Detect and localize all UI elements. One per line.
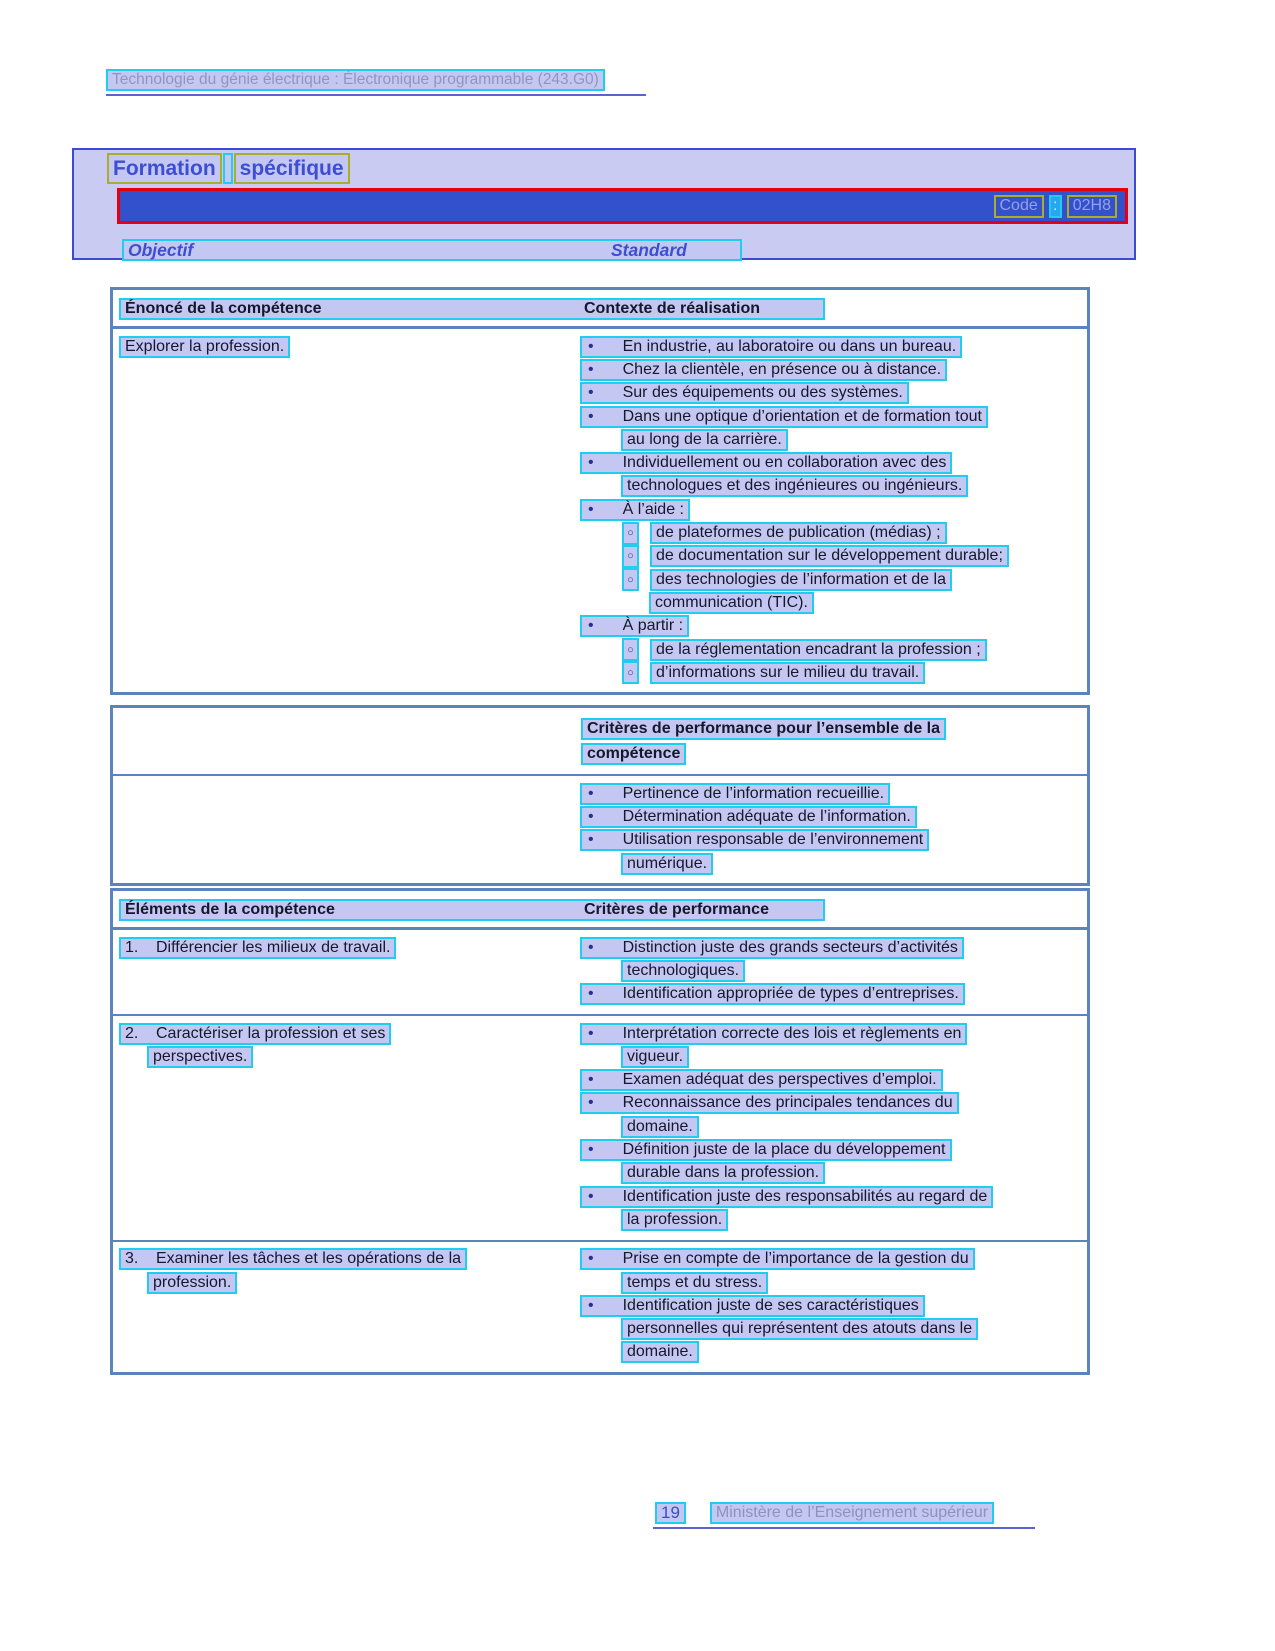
list-item-text: technologues et des ingénieures ou ingénieurs.	[627, 477, 963, 495]
list-item-text: durable dans la profession.	[627, 1164, 820, 1182]
list-item-wrap	[580, 852, 1083, 875]
list-item-wrap	[580, 1045, 1083, 1068]
element-text-wrap	[119, 1045, 568, 1068]
circle-bullet-icon	[622, 522, 639, 545]
list-subitem	[580, 568, 1083, 591]
bullet-icon	[586, 617, 623, 635]
header-rule	[106, 94, 646, 96]
list-item	[580, 1138, 1083, 1161]
criteres-cell	[578, 776, 1087, 883]
element-cell	[113, 1242, 578, 1372]
list-item-text: Chez la clientèle, en présence ou à distance.	[622, 360, 942, 378]
circle-bullet-icon	[622, 545, 639, 568]
bullet-icon	[586, 1071, 623, 1089]
item-number: 2.	[125, 1024, 139, 1042]
list-item-text: domaine.	[627, 1343, 693, 1361]
list-item-wrap	[580, 1162, 1083, 1185]
criteres-cell	[578, 1242, 1087, 1372]
element-text: Caractériser la profession et ses	[156, 1024, 386, 1042]
element-cell	[113, 930, 578, 1014]
list-item-text: Prise en compte de l’importance de la gestion du	[622, 1250, 969, 1268]
empty-header-cell	[119, 716, 581, 766]
table2-header-row	[113, 708, 1087, 776]
code-colon: :	[1049, 195, 1062, 218]
element-text: Différencier les milieux de travail.	[156, 938, 391, 956]
list-item-text: des technologies de l’information et de la	[656, 570, 946, 588]
list-item	[580, 382, 1083, 405]
list-item	[580, 405, 1083, 428]
bullet-icon	[586, 985, 623, 1003]
list-item	[580, 615, 1083, 638]
objectif-standard-row	[122, 239, 742, 261]
list-item	[580, 498, 1083, 521]
list-subitem	[580, 661, 1083, 684]
element-cell	[113, 1016, 578, 1240]
list-item-wrap	[580, 591, 1083, 614]
column-header: compétence	[581, 743, 686, 765]
list-item	[580, 451, 1083, 474]
bullet-icon	[586, 1094, 623, 1112]
list-item-wrap	[580, 475, 1083, 498]
list-item-text: de documentation sur le développement durable;	[656, 547, 1003, 565]
code-value: 02H8	[1067, 195, 1117, 218]
list-item	[580, 936, 1083, 959]
table-enonce-contexte	[110, 287, 1090, 695]
list-item	[580, 1294, 1083, 1317]
list-item-wrap	[580, 1208, 1083, 1231]
competence-cell	[113, 329, 578, 692]
list-item-text: Identification juste de ses caractéristiques	[622, 1296, 919, 1314]
column-header: Éléments de la compétence	[125, 901, 335, 918]
element-text: perspectives.	[153, 1047, 248, 1065]
list-item-text: communication (TIC).	[655, 593, 808, 611]
bullet-icon	[586, 1141, 623, 1159]
bullet-icon	[586, 338, 623, 356]
page-number: 19	[655, 1502, 686, 1524]
list-item-text: Pertinence de l’information recueillie.	[622, 784, 885, 802]
competence-text: Explorer la profession.	[125, 337, 285, 355]
formation-banner	[72, 148, 1136, 260]
column-header: Énoncé de la compétence	[125, 300, 322, 317]
bullet-icon	[586, 454, 623, 472]
element-text-wrap	[119, 1271, 568, 1294]
ministry-label: Ministère de l’Enseignement supérieur	[710, 1502, 994, 1524]
code-bar	[117, 188, 1128, 224]
page-footer	[655, 1502, 994, 1524]
bullet-icon	[586, 1188, 623, 1206]
list-item-text: temps et du stress.	[627, 1273, 763, 1291]
table-row	[113, 776, 1087, 883]
bullet-icon	[586, 939, 623, 957]
list-item-text: À partir :	[622, 617, 684, 635]
list-item-text: Identification juste des responsabilités au regard de	[622, 1187, 988, 1205]
list-item-text: Détermination adéquate de l’information.	[622, 807, 911, 825]
list-item	[580, 829, 1083, 852]
element-text: profession.	[153, 1273, 232, 1291]
list-item-text: Sur des équipements ou des systèmes.	[622, 384, 903, 402]
contexte-cell	[578, 329, 1087, 692]
list-item	[580, 1068, 1083, 1091]
circle-bullet-icon	[622, 638, 639, 661]
list-item-text: domaine.	[627, 1117, 693, 1135]
table3-header-row	[113, 891, 1087, 930]
title-space-highlight	[223, 153, 233, 184]
bullet-icon	[586, 831, 623, 849]
bullet-icon	[586, 361, 623, 379]
list-item-text: technologiques.	[627, 961, 740, 979]
section-title-word: spécifique	[234, 153, 350, 184]
list-item	[580, 1185, 1083, 1208]
section-title	[107, 153, 350, 184]
list-item-text: Reconnaissance des principales tendances du	[622, 1094, 953, 1112]
bullet-icon	[586, 785, 623, 803]
table-row	[113, 1014, 1087, 1240]
column-header: Contexte de réalisation	[584, 300, 761, 317]
list-subitem	[580, 521, 1083, 544]
list-item-text: Distinction juste des grands secteurs d’activités	[622, 938, 958, 956]
table1-header-row	[113, 290, 1087, 329]
list-item-wrap	[580, 1271, 1083, 1294]
table-row	[113, 329, 1087, 692]
list-item	[580, 335, 1083, 358]
footer-rule	[653, 1527, 1035, 1529]
table-elements-criteres	[110, 888, 1090, 1375]
list-item-text: la profession.	[627, 1210, 723, 1228]
list-item-text: En industrie, au laboratoire ou dans un bureau.	[622, 337, 957, 355]
list-item-text: Identification appropriée de types d’entreprises.	[622, 985, 959, 1003]
empty-cell	[113, 776, 578, 883]
column-header: Critères de performance	[584, 901, 769, 918]
bullet-icon	[586, 501, 623, 519]
list-item	[580, 1248, 1083, 1271]
item-number: 3.	[125, 1250, 139, 1268]
list-item-text: Examen adéquat des perspectives d’emploi.	[622, 1071, 937, 1089]
bullet-icon	[586, 384, 623, 402]
standard-label: Standard	[611, 239, 687, 260]
document-header	[106, 69, 605, 91]
list-item-wrap	[580, 428, 1083, 451]
list-item-text: de la réglementation encadrant la profession ;	[656, 640, 981, 658]
list-item	[580, 1022, 1083, 1045]
list-item-text: personnelles qui représentent des atouts dans le	[627, 1320, 973, 1338]
list-item-wrap	[580, 959, 1083, 982]
list-item-text: Interprétation correcte des lois et règlements en	[622, 1024, 962, 1042]
criteres-cell	[578, 1016, 1087, 1240]
doc-title: Technologie du génie électrique : Électronique programmable (243.G0)	[106, 69, 605, 91]
list-item	[580, 782, 1083, 805]
criteres-cell	[578, 930, 1087, 1014]
list-item-text: Individuellement ou en collaboration avec des	[622, 454, 947, 472]
bullet-icon	[586, 1025, 623, 1043]
item-number: 1.	[125, 938, 139, 956]
table-row	[113, 1240, 1087, 1372]
list-item-wrap	[580, 1341, 1083, 1364]
list-item-text: Définition juste de la place du développement	[622, 1141, 946, 1159]
bullet-icon	[586, 1297, 623, 1315]
list-item	[580, 1092, 1083, 1115]
objectif-label: Objectif	[128, 239, 194, 260]
list-item-text: de plateformes de publication (médias) ;	[656, 524, 941, 542]
list-item-text: d’informations sur le milieu du travail.	[656, 663, 920, 681]
list-item-text: au long de la carrière.	[627, 430, 782, 448]
table-row	[113, 930, 1087, 1014]
list-item-wrap	[580, 1317, 1083, 1340]
list-item	[580, 805, 1083, 828]
table2-header-cell	[581, 716, 946, 766]
list-subitem	[580, 638, 1083, 661]
element-text: Examiner les tâches et les opérations de la	[156, 1250, 462, 1268]
column-header: Critères de performance pour l’ensemble de la	[581, 718, 946, 740]
table-criteres-ensemble	[110, 705, 1090, 886]
list-subitem	[580, 545, 1083, 568]
code-label: Code	[994, 195, 1044, 218]
list-item-text: À l’aide :	[622, 500, 684, 518]
list-item	[580, 358, 1083, 381]
list-item-text: Dans une optique d’orientation et de formation tout	[622, 407, 982, 425]
circle-bullet-icon	[622, 661, 639, 684]
list-item-text: numérique.	[627, 854, 708, 872]
list-item-text: vigueur.	[627, 1047, 684, 1065]
bullet-icon	[586, 1250, 623, 1268]
section-title-word: Formation	[107, 153, 222, 184]
bullet-icon	[586, 408, 623, 426]
list-item-wrap	[580, 1115, 1083, 1138]
list-item-text: Utilisation responsable de l’environnement	[622, 831, 924, 849]
circle-bullet-icon	[622, 568, 639, 591]
list-item	[580, 983, 1083, 1006]
bullet-icon	[586, 808, 623, 826]
